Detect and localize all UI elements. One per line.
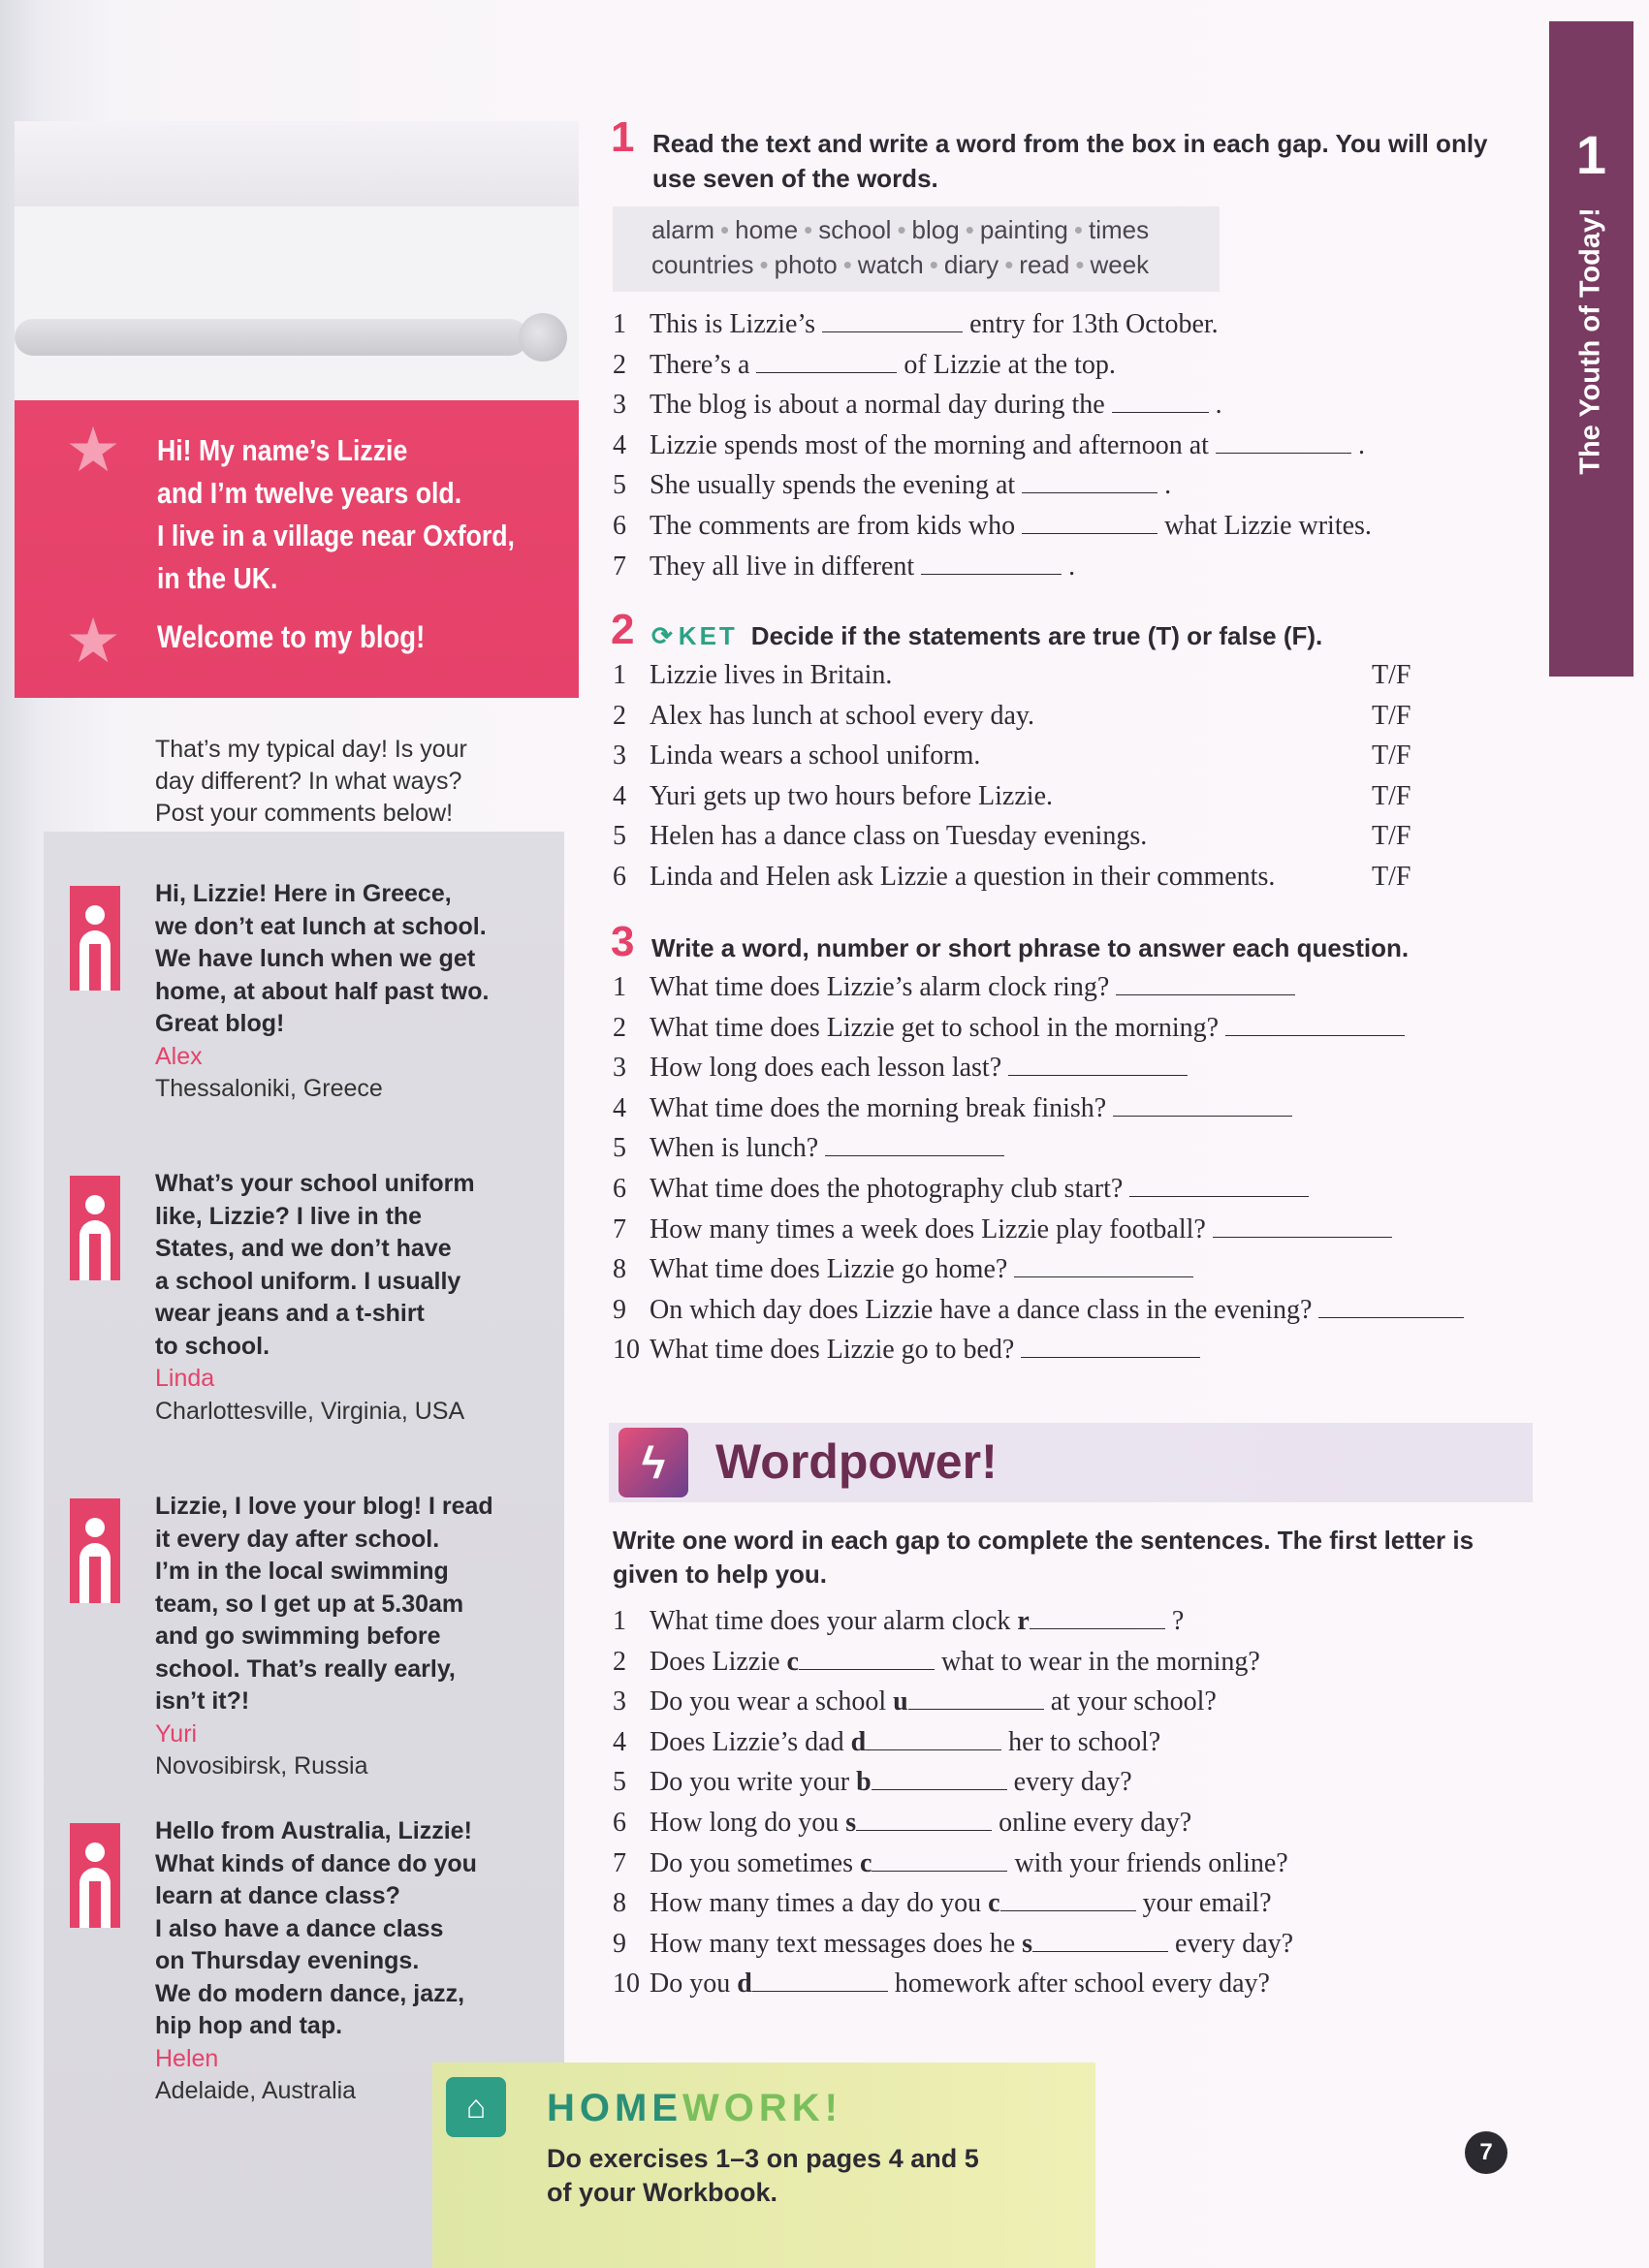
blog-intro-line: Hi! My name’s Lizzie — [157, 433, 408, 467]
word-box-word: read — [1019, 250, 1070, 279]
item-number: 5 — [613, 821, 626, 852]
blog-closing-line: day different? In what ways? — [155, 768, 462, 795]
comment-text — [155, 1491, 543, 1783]
comment-line: Hello from Australia, Lizzie! — [155, 1817, 472, 1844]
exercise-2-number: 2 — [611, 606, 635, 653]
item-text: This is Lizzie’s — [650, 309, 816, 339]
exercise-item — [613, 1210, 1548, 1250]
word-box-word: blog — [911, 215, 960, 244]
item-number: 4 — [613, 780, 626, 811]
item-text: What time does Lizzie get to school in the morning? — [650, 1012, 1220, 1043]
item-number: 3 — [613, 1053, 626, 1084]
item-number: 1 — [613, 309, 626, 339]
answer-gap[interactable] — [872, 1765, 1007, 1790]
item-text: homework after school every day? — [894, 1969, 1270, 2000]
item-text: Does Lizzie’s dad — [650, 1726, 844, 1757]
item-text: How many times a week does Lizzie play football? — [650, 1213, 1206, 1244]
blog-intro-line: in the UK. — [157, 561, 278, 595]
exercise-2-instructions — [651, 618, 1322, 653]
comment-text — [155, 878, 543, 1106]
comment-line: We have lunch when we get — [155, 945, 476, 972]
item-text: What time does the photography club start? — [650, 1173, 1124, 1204]
word-box-word: countries — [651, 250, 754, 279]
browser-address-bar — [15, 319, 528, 356]
item-text: The comments are from kids who — [650, 510, 1016, 541]
answer-gap[interactable] — [866, 1725, 1001, 1750]
item-text: What time does Lizzie go to bed? — [650, 1335, 1015, 1366]
answer-gap[interactable] — [756, 348, 897, 373]
exercise-item — [613, 1169, 1548, 1210]
item-text: Lizzie spends most of the morning and afternoon at — [650, 429, 1209, 460]
item-number: 10 — [613, 1335, 640, 1366]
comment-line: a school uniform. I usually — [155, 1267, 461, 1295]
unit-title: The Youth of Today! — [1574, 207, 1606, 475]
exercise-3-instructions: Write a word, number or short phrase to answer each question. — [651, 933, 1410, 962]
item-text: entry for 13th October. — [969, 309, 1219, 339]
item-text: online every day? — [999, 1807, 1192, 1838]
word-box-word: painting — [979, 215, 1068, 244]
wordpower-title: Wordpower! — [715, 1434, 998, 1489]
homework-text — [547, 2142, 1051, 2210]
comment-line: What kinds of dance do you — [155, 1849, 477, 1877]
exercise-1-instructions — [652, 126, 1544, 196]
blog-closing-line: Post your comments below! — [155, 800, 454, 827]
first-letter-hint: r — [1017, 1606, 1030, 1636]
item-number: 6 — [613, 1173, 626, 1204]
comment-line: Lizzie, I love your blog! I read — [155, 1493, 493, 1520]
item-number: 7 — [613, 1213, 626, 1244]
comment-line: Great blog! — [155, 1010, 285, 1037]
exercise-item — [613, 857, 1543, 898]
exercise-item — [613, 1249, 1548, 1290]
exercise-item — [613, 1843, 1543, 1884]
true-false-option[interactable]: T/F — [1372, 780, 1411, 811]
answer-gap[interactable] — [752, 1967, 888, 1992]
instruction-line: Write one word in each gap to complete the sentences. The first letter is — [613, 1526, 1475, 1555]
exercise-item — [613, 547, 1543, 587]
item-text: On which day does Lizzie have a dance class in the evening? — [650, 1294, 1313, 1325]
exercise-2-items — [613, 655, 1543, 898]
item-text: Linda wears a school uniform. — [650, 740, 981, 772]
item-number: 5 — [613, 1767, 626, 1798]
word-box-word: alarm — [651, 215, 715, 244]
wordpower-instructions — [613, 1524, 1524, 1591]
exercise-item — [613, 1964, 1543, 2004]
answer-gap[interactable] — [1008, 1051, 1188, 1076]
exercise-item — [613, 736, 1543, 776]
item-text: with your friends online? — [1014, 1847, 1288, 1878]
answer-gap[interactable] — [1032, 1927, 1168, 1952]
first-letter-hint: u — [893, 1686, 908, 1717]
answer-gap[interactable] — [1030, 1604, 1165, 1629]
comment-line: learn at dance class? — [155, 1882, 400, 1909]
comment-place: Novosibirsk, Russia — [155, 1752, 368, 1780]
first-letter-hint: d — [850, 1726, 867, 1757]
unit-side-tab — [1549, 21, 1633, 677]
comment-line: and go swimming before — [155, 1622, 441, 1650]
instruction-line: given to help you. — [613, 1559, 828, 1589]
word-box-word: photo — [774, 250, 838, 279]
comment-line: States, and we don’t have — [155, 1235, 452, 1262]
item-number: 9 — [613, 1294, 626, 1325]
comment-line: school. That’s really early, — [155, 1654, 456, 1683]
first-letter-hint: s — [1022, 1928, 1033, 1959]
exercise-item — [613, 385, 1543, 425]
comment-author: Yuri — [155, 1719, 198, 1748]
blog-welcome: Welcome to my blog! — [157, 619, 426, 654]
comment-place: Thessaloniki, Greece — [155, 1075, 383, 1102]
item-text: ? — [1171, 1606, 1185, 1636]
item-number: 4 — [613, 1726, 626, 1757]
item-text: what Lizzie writes. — [1164, 510, 1372, 541]
comment-line: home, at about half past two. — [155, 977, 490, 1005]
word-box-word: home — [735, 215, 799, 244]
exercise-item — [613, 967, 1548, 1008]
homework-title-part: WORK! — [682, 2087, 842, 2129]
item-number: 2 — [613, 1012, 626, 1043]
item-number: 9 — [613, 1928, 626, 1959]
answer-gap[interactable] — [1213, 1213, 1392, 1238]
item-number: 6 — [613, 1807, 626, 1838]
instruction-line: Read the text and write a word from the box in each gap. You will only — [652, 129, 1488, 158]
answer-gap[interactable] — [1021, 1333, 1200, 1358]
answer-gap[interactable] — [1014, 1252, 1193, 1277]
instruction-line: Decide if the statements are true (T) or false (F). — [750, 621, 1323, 650]
blog-intro-line: and I’m twelve years old. — [157, 476, 462, 510]
comment-text — [155, 1168, 543, 1428]
item-text: What time does the morning break finish? — [650, 1092, 1107, 1123]
exercise-item — [613, 1601, 1543, 1642]
page-number: 7 — [1465, 2131, 1507, 2174]
comment-line: I’m in the local swimming — [155, 1558, 449, 1585]
item-number: 2 — [613, 700, 626, 731]
comment-author: Linda — [155, 1365, 215, 1392]
answer-gap[interactable] — [822, 307, 963, 332]
exercise-1-items — [613, 304, 1543, 586]
comment-author: Alex — [155, 1042, 203, 1070]
homework-line: of your Workbook. — [547, 2178, 778, 2207]
first-letter-hint: s — [845, 1807, 857, 1838]
blog-closing-text — [155, 734, 523, 830]
item-text: Helen has a dance class on Tuesday evenings. — [650, 821, 1148, 852]
answer-gap[interactable] — [1000, 1886, 1136, 1911]
item-text: Lizzie lives in Britain. — [650, 660, 893, 690]
item-number: 6 — [613, 510, 626, 541]
star-icon: ★ — [65, 606, 121, 676]
comment-line: team, so I get up at 5.30am — [155, 1590, 464, 1618]
true-false-option[interactable]: T/F — [1372, 861, 1411, 892]
homework-title — [547, 2084, 842, 2132]
family-house-icon: ⌂ — [446, 2077, 506, 2137]
true-false-option[interactable]: T/F — [1372, 740, 1411, 772]
first-letter-hint: c — [786, 1646, 799, 1677]
item-number: 7 — [613, 551, 626, 582]
item-text: . — [1068, 551, 1076, 582]
item-text: They all live in different — [650, 551, 915, 582]
item-text: Do you write your — [650, 1767, 850, 1798]
instruction-line: use seven of the words. — [652, 164, 938, 193]
word-box-word: diary — [943, 250, 999, 279]
exercise-item — [613, 1883, 1543, 1924]
item-text: What time does Lizzie’s alarm clock ring? — [650, 972, 1110, 1002]
item-text: Do you — [650, 1969, 731, 2000]
item-text: Do you sometimes — [650, 1847, 853, 1878]
exercise-item — [613, 1682, 1543, 1722]
item-number: 1 — [613, 972, 626, 1002]
answer-gap[interactable] — [908, 1685, 1044, 1710]
comment-author: Helen — [155, 2044, 219, 2072]
exercise-item — [613, 1722, 1543, 1763]
blog-banner — [15, 400, 579, 698]
item-number: 2 — [613, 349, 626, 380]
item-text: How many times a day do you — [650, 1888, 982, 1919]
item-number: 4 — [613, 1092, 626, 1123]
item-text: The blog is about a normal day during the — [650, 390, 1105, 421]
answer-gap[interactable] — [856, 1806, 992, 1831]
answer-gap[interactable] — [1116, 970, 1295, 995]
browser-button — [519, 313, 567, 362]
refresh-icon: ⟳ — [651, 621, 673, 650]
blog-intro — [157, 429, 549, 600]
item-text: Alex has lunch at school every day. — [650, 700, 1035, 731]
true-false-option[interactable]: T/F — [1372, 660, 1411, 690]
comment-line: to school. — [155, 1332, 270, 1360]
exercise-item — [613, 465, 1543, 506]
word-box-row: countries • photo • watch • diary • read • week — [651, 250, 1150, 279]
comment-line: like, Lizzie? I live in the — [155, 1202, 423, 1230]
exercise-item — [613, 1803, 1543, 1843]
blog-header-bar — [15, 121, 579, 206]
item-text: her to school? — [1008, 1726, 1161, 1757]
exercise-item — [613, 655, 1543, 696]
blog-browser-frame — [15, 206, 579, 400]
item-number: 8 — [613, 1254, 626, 1285]
answer-gap[interactable] — [1225, 1011, 1405, 1036]
answer-gap[interactable] — [1318, 1293, 1464, 1318]
exercise-item — [613, 425, 1543, 466]
exercise-item — [613, 776, 1543, 817]
comment-line: I also have a dance class — [155, 1914, 444, 1942]
comment-line: What’s your school uniform — [155, 1170, 475, 1197]
answer-gap[interactable] — [1129, 1172, 1309, 1197]
item-text: How long does each lesson last? — [650, 1053, 1002, 1084]
answer-gap[interactable] — [1113, 1091, 1292, 1117]
item-text: Do you wear a school — [650, 1686, 887, 1717]
word-box-word: watch — [857, 250, 924, 279]
comments-panel — [44, 832, 564, 2268]
comment-place: Charlottesville, Virginia, USA — [155, 1397, 465, 1425]
item-text: . — [1215, 390, 1222, 421]
answer-gap[interactable] — [921, 550, 1062, 575]
item-text: your email? — [1142, 1888, 1272, 1919]
person-icon — [70, 1176, 120, 1280]
wordpower-items — [613, 1601, 1543, 2004]
comment-line: on Thursday evenings. — [155, 1947, 420, 1974]
blog-column — [15, 121, 579, 2268]
star-icon: ★ — [65, 415, 121, 485]
person-icon — [70, 1823, 120, 1928]
answer-gap[interactable] — [1112, 388, 1209, 413]
item-number: 8 — [613, 1888, 626, 1919]
exercise-item — [613, 1048, 1548, 1088]
exercise-item — [613, 1642, 1543, 1683]
word-box-row: alarm • home • school • blog • painting • times — [651, 215, 1150, 244]
item-text: How many text messages does he — [650, 1928, 1016, 1959]
exercise-item — [613, 816, 1543, 857]
exercise-item — [613, 1008, 1548, 1049]
first-letter-hint: d — [737, 1969, 752, 2000]
item-number: 6 — [613, 861, 626, 892]
first-letter-hint: c — [860, 1847, 872, 1878]
comment-line: wear jeans and a t-shirt — [155, 1300, 425, 1327]
comment-line: it every day after school. — [155, 1525, 440, 1553]
item-text: every day? — [1175, 1928, 1294, 1959]
item-text: What time does Lizzie go home? — [650, 1254, 1008, 1285]
exercise-item — [613, 1128, 1548, 1169]
item-number: 1 — [613, 660, 626, 690]
item-text: at your school? — [1050, 1686, 1217, 1717]
comment-line: hip hop and tap. — [155, 2012, 343, 2039]
exercise-3-number: 3 — [611, 918, 635, 965]
item-text: . — [1357, 429, 1365, 460]
person-icon — [70, 886, 120, 991]
answer-gap[interactable] — [825, 1131, 1004, 1156]
item-number: 4 — [613, 429, 626, 460]
item-number: 2 — [613, 1646, 626, 1677]
unit-number: 1 — [1575, 124, 1607, 185]
item-text: Linda and Helen ask Lizzie a question in their comments. — [650, 861, 1276, 892]
item-text: what to wear in the morning? — [940, 1646, 1260, 1677]
exercise-1-number: 1 — [611, 113, 635, 161]
homework-title-part: HOME — [547, 2087, 682, 2129]
item-number: 3 — [613, 390, 626, 421]
word-box-word: times — [1089, 215, 1150, 244]
true-false-option[interactable]: T/F — [1372, 821, 1411, 852]
comment-line: isn’t it?! — [155, 1687, 250, 1715]
exercise-item — [613, 696, 1543, 737]
exercise-item — [613, 345, 1543, 386]
answer-gap[interactable] — [1022, 509, 1157, 534]
item-text: Does Lizzie — [650, 1646, 780, 1677]
comment-place: Adelaide, Australia — [155, 2077, 357, 2104]
comment-line: We do modern dance, jazz, — [155, 1979, 465, 2007]
person-icon — [70, 1498, 120, 1603]
exercise-item — [613, 1088, 1548, 1129]
exercise-item — [613, 506, 1543, 547]
item-text: What time does your alarm clock — [650, 1606, 1011, 1636]
item-number: 3 — [613, 1686, 626, 1717]
item-number: 3 — [613, 740, 626, 772]
item-number: 1 — [613, 1606, 626, 1636]
comment-line: Hi, Lizzie! Here in Greece, — [155, 880, 452, 907]
exercise-3-items — [613, 967, 1548, 1370]
item-number: 5 — [613, 470, 626, 501]
exercise-item — [613, 1762, 1543, 1803]
item-text: When is lunch? — [650, 1133, 819, 1164]
exercise-item — [613, 304, 1543, 345]
first-letter-hint: b — [856, 1767, 872, 1798]
lightning-icon: ϟ — [618, 1428, 688, 1497]
exercise-item — [613, 1290, 1548, 1331]
word-box — [613, 206, 1220, 292]
answer-gap[interactable] — [872, 1846, 1007, 1872]
item-text: There’s a — [650, 349, 750, 380]
homework-line: Do exercises 1–3 on pages 4 and 5 — [547, 2144, 979, 2173]
answer-gap[interactable] — [799, 1645, 935, 1670]
item-text: of Lizzie at the top. — [904, 349, 1116, 380]
item-number: 7 — [613, 1847, 626, 1878]
item-text: How long do you — [650, 1807, 840, 1838]
exercise-item — [613, 1924, 1543, 1965]
blog-intro-line: I live in a village near Oxford, — [157, 519, 515, 552]
item-text: Yuri gets up two hours before Lizzie. — [650, 780, 1053, 811]
exercise-item — [613, 1330, 1548, 1370]
item-text: every day? — [1013, 1767, 1132, 1798]
ket-label: KET — [678, 621, 738, 650]
item-text: . — [1164, 470, 1172, 501]
answer-gap[interactable] — [1022, 468, 1157, 493]
item-number: 10 — [613, 1969, 640, 2000]
word-box-word: school — [818, 215, 892, 244]
blog-closing-line: That’s my typical day! Is your — [155, 736, 467, 763]
comment-line: we don’t eat lunch at school. — [155, 912, 487, 940]
true-false-option[interactable]: T/F — [1372, 700, 1411, 731]
item-text: She usually spends the evening at — [650, 470, 1016, 501]
first-letter-hint: c — [988, 1888, 1000, 1919]
word-box-word: week — [1090, 250, 1150, 279]
item-number: 5 — [613, 1133, 626, 1164]
answer-gap[interactable] — [1216, 428, 1351, 454]
